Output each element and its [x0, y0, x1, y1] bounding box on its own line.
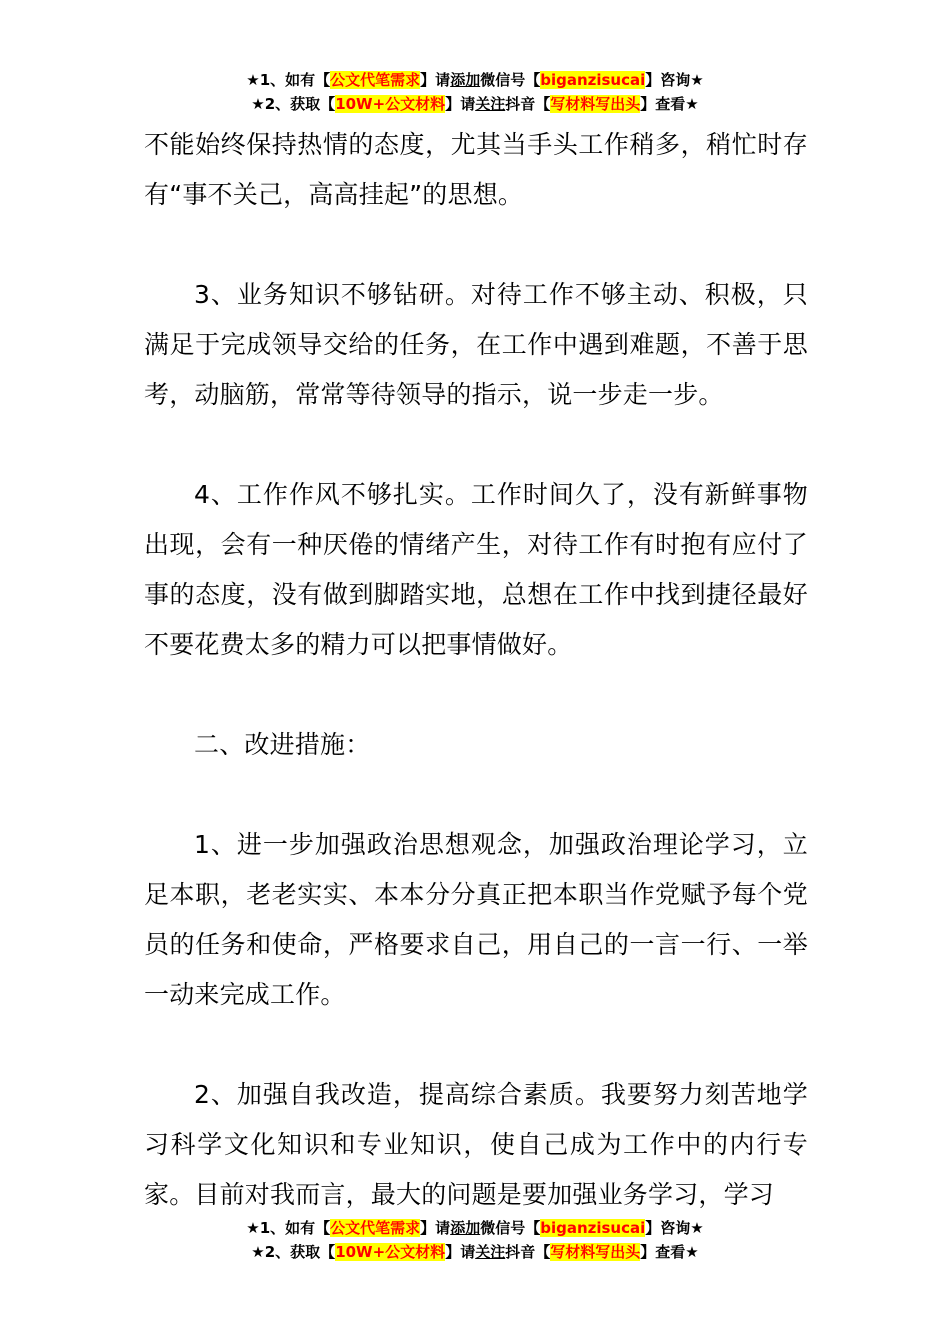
header-highlight-wechat-id: biganzisucai — [540, 71, 646, 89]
footer-line-2: ★2、获取【10W+公文材料】请关注抖音【写材料写出头】查看★ — [251, 1243, 699, 1261]
footer-highlight-wechat-id: biganzisucai — [540, 1219, 646, 1237]
paragraph-continued: 不能始终保持热情的态度，尤其当手头工作稍多，稍忙时存有“事不关己，高高挂起”的思想。 — [144, 130, 808, 209]
footer-banner — [0, 1216, 950, 1264]
footer-highlight-service: 公文代笔需求 — [330, 1219, 421, 1237]
paragraph-measure-1: 1、进一步加强政治思想观念，加强政治理论学习，立足本职，老老实实、本本分分真正把本职当作党赋予每个党员的任务和使命，严格要求自己，用自己的一言一行、一举一动来完成工作。 — [144, 830, 808, 1009]
header-highlight-materials: 10W+公文材料 — [335, 95, 446, 113]
header-highlight-douyin: 写材料写出头 — [550, 95, 641, 113]
section-heading-improvements: 二、改进措施： — [194, 730, 371, 759]
header-line-1: ★1、如有【公文代笔需求】请添加微信号【biganzisucai】咨询★ — [246, 71, 704, 89]
header-highlight-service: 公文代笔需求 — [330, 71, 421, 89]
header-banner — [0, 68, 950, 116]
paragraph-problem-3: 3、业务知识不够钻研。对待工作不够主动、积极，只满足于完成领导交给的任务，在工作中遇到难题，不善于思考，动脑筋，常常等待领导的指示，说一步走一步。 — [144, 280, 808, 409]
document-body — [144, 120, 808, 1220]
footer-highlight-douyin: 写材料写出头 — [550, 1243, 641, 1261]
paragraph-measure-2: 2、加强自我改造，提高综合素质。我要努力刻苦地学习科学文化知识和专业知识，使自己成为工作中的内行专家。目前对我而言，最大的问题是要加强业务学习，学习 — [144, 1080, 808, 1209]
header-line-2: ★2、获取【10W+公文材料】请关注抖音【写材料写出头】查看★ — [251, 95, 699, 113]
footer-line-1: ★1、如有【公文代笔需求】请添加微信号【biganzisucai】咨询★ — [246, 1219, 704, 1237]
footer-highlight-materials: 10W+公文材料 — [335, 1243, 446, 1261]
paragraph-problem-4: 4、工作作风不够扎实。工作时间久了，没有新鲜事物出现，会有一种厌倦的情绪产生，对待工作有时抱有应付了事的态度，没有做到脚踏实地，总想在工作中找到捷径最好不要花费太多的精力可以把事情做好。 — [144, 480, 808, 659]
